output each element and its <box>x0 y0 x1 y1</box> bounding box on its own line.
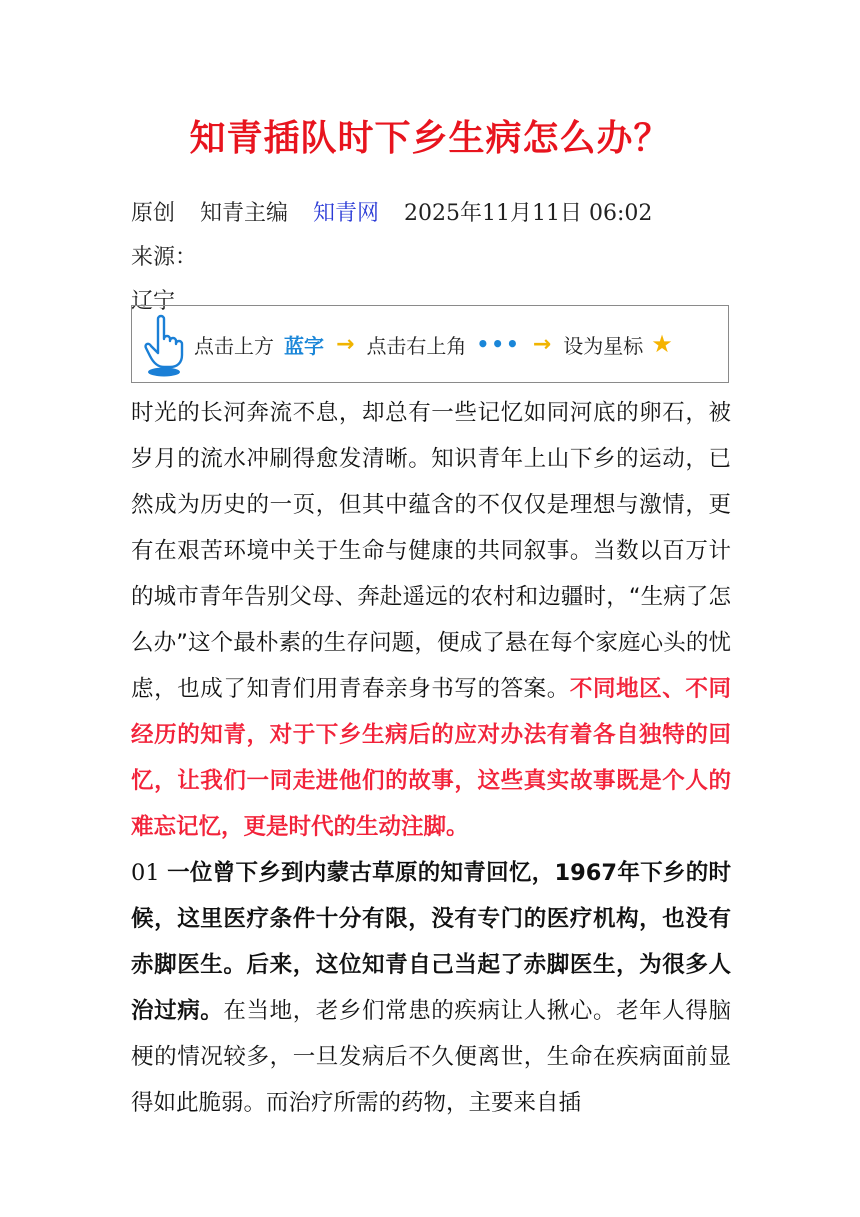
source-label: 来源： <box>131 245 198 270</box>
star-icon: ★ <box>651 330 673 358</box>
hand-pointer-icon <box>138 305 194 383</box>
story-number: 01 <box>131 860 160 886</box>
article-title: 知青插队时下乡生病怎么办？ <box>189 117 671 159</box>
source-value: 辽宁 <box>131 289 176 314</box>
paragraph-intro-text: 时光的长河奔流不息，却总有一些记忆如同河底的卵石，被岁月的流水冲刷得愈发清晰。知识青年上山下乡的运动，已然成为历史的一页，但其中蕴含的不仅仅是理想与激情，更有在艰苦环境中关于生命与健康的共同叙事。当数以百万计的城市青年告别父母、奔赴遥远的农村和边疆时，“生病了怎么办”这个最朴素的生存问题，便成了悬在每个家庭心头的忧虑，也成了知青们用青春亲身书写的答案。 <box>131 400 731 702</box>
banner-step2: 点击右上角 <box>366 333 467 358</box>
arrow-right-icon: → <box>532 331 552 357</box>
paragraph-story-01 <box>131 850 731 1126</box>
article-author: 知青主编 <box>200 201 289 226</box>
more-dots-icon: ••• <box>476 332 521 356</box>
source-account-link[interactable]: 知青网 <box>313 201 380 226</box>
banner-step3: 设为星标 <box>563 333 644 358</box>
article-body <box>131 390 731 1126</box>
story-01-bold-text: 一位曾下乡到内蒙古草原的知青回忆，1967年下乡的时候，这里医疗条件十分有限，没有专门的医疗机构，也没有赤脚医生。后来，这位知青自己当起了赤脚医生，为很多人治过病。 <box>131 860 732 1024</box>
arrow-right-icon: → <box>336 331 355 357</box>
follow-banner <box>131 305 729 383</box>
story-01-text: 在当地，老乡们常患的疾病让人揪心。老年人得脑梗的情况较多，一旦发病后不久便离世，生命在疾病面前显得如此脆弱。而治疗所需的药物，主要来自插 <box>131 998 731 1116</box>
article-type: 原创 <box>131 201 176 226</box>
paragraph-intro-highlight: 不同地区、不同经历的知青，对于下乡生病后的应对办法有着各自独特的回忆，让我们一同走进他们的故事，这些真实故事既是个人的难忘记忆，更是时代的生动注脚。 <box>131 676 731 840</box>
banner-blue-text[interactable]: 蓝字 <box>284 333 324 358</box>
banner-step1: 点击上方 <box>194 333 274 358</box>
paragraph-intro <box>131 390 731 850</box>
publish-datetime: 2025年11月11日 06:02 <box>404 201 653 226</box>
